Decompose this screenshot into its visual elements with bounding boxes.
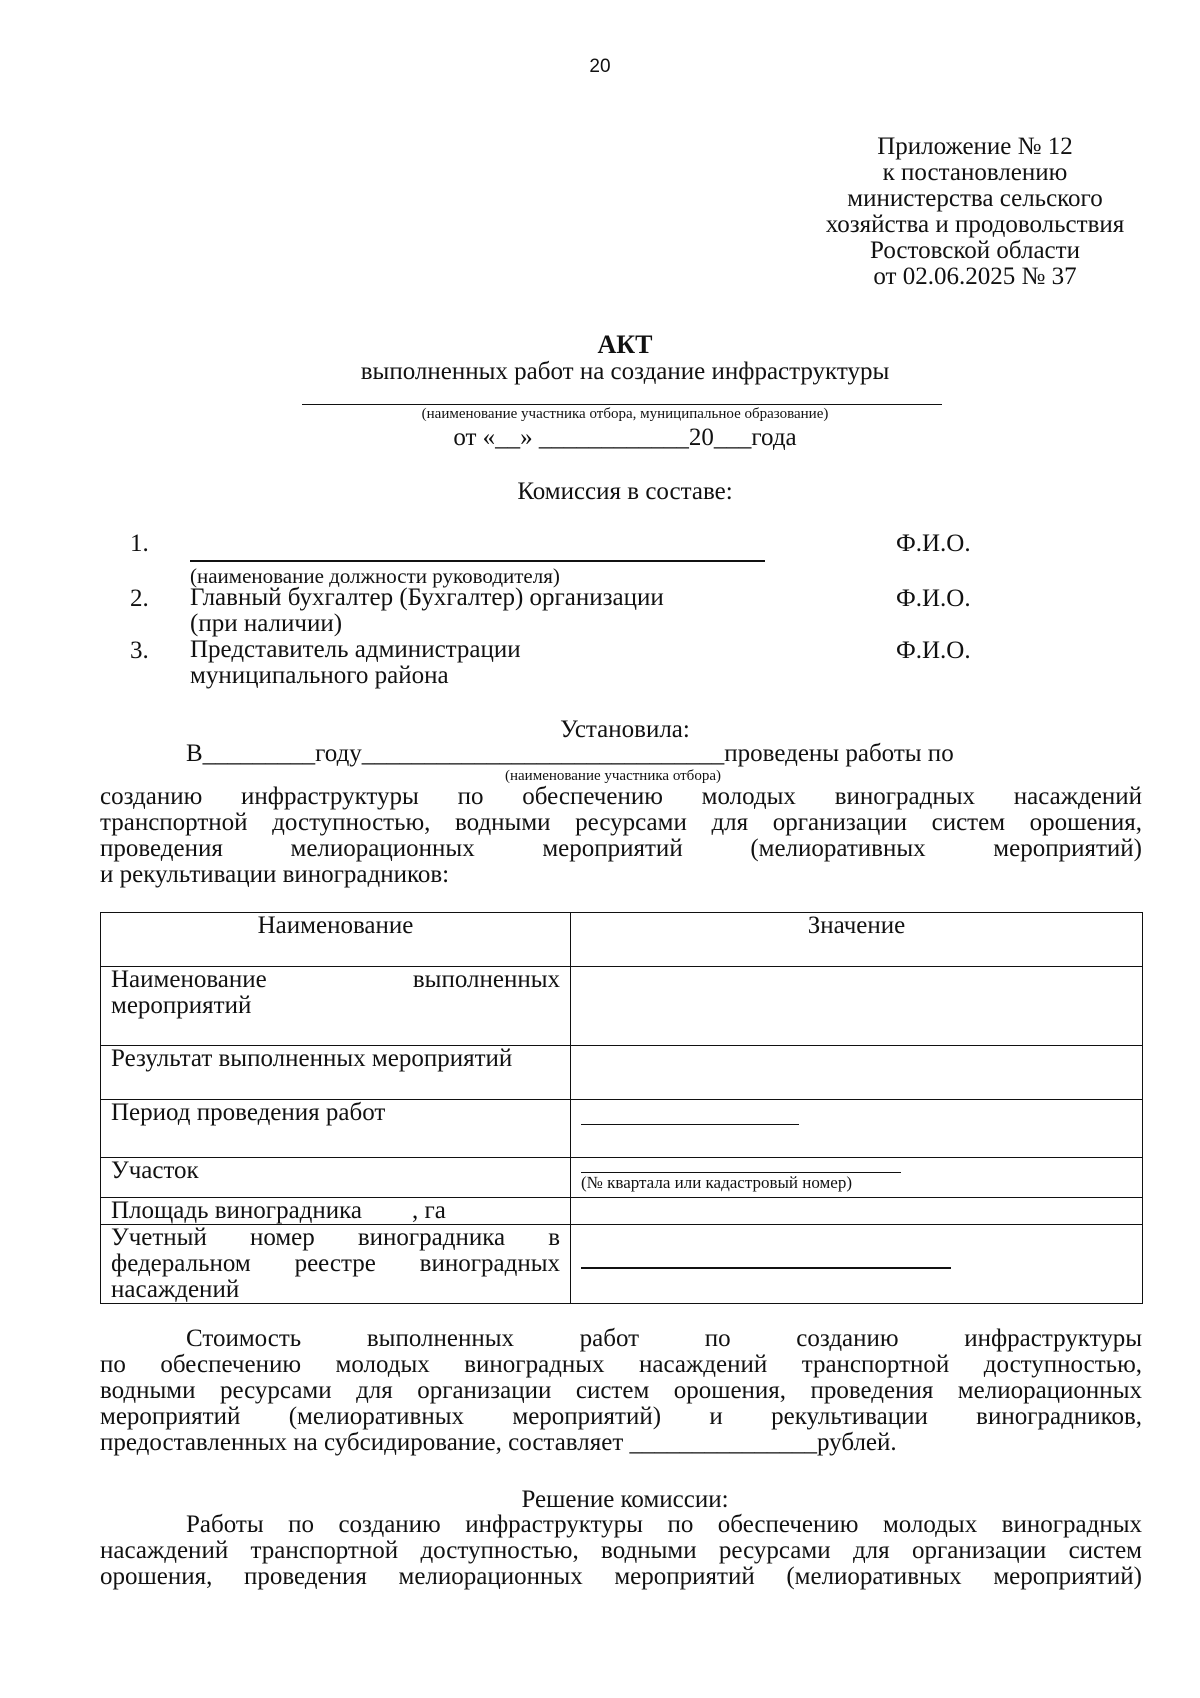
table-row bbox=[101, 967, 1143, 1046]
table-header-row bbox=[101, 913, 1143, 967]
text-line: транспортной доступностью, водными ресурсами для организации систем орошения, bbox=[100, 809, 1142, 836]
appendix-line: министерства сельского bbox=[847, 185, 1103, 212]
member-role-line: Представитель администрации bbox=[190, 636, 521, 663]
member-role bbox=[190, 637, 521, 689]
table-row bbox=[101, 1225, 1143, 1304]
participant-caption: (наименование участника отбора, муниципальное образование) bbox=[421, 406, 829, 422]
table-row bbox=[101, 1198, 1143, 1225]
established-caption: (наименование участника отбора) bbox=[505, 768, 721, 784]
text-line: орошения, проведения мелиорационных мероприятий (мелиоративных мероприятий) bbox=[100, 1563, 1142, 1590]
appendix-line: к постановлению bbox=[882, 159, 1068, 186]
registry-blank-line bbox=[581, 1225, 951, 1269]
position-caption: (наименование должности руководителя) bbox=[190, 564, 560, 588]
row-name: Площадь виноградника , га bbox=[101, 1198, 571, 1225]
text-line: и рекультивации виноградников: bbox=[100, 861, 450, 888]
row-name: Период проведения работ bbox=[101, 1100, 571, 1158]
member-role-line: муниципального района bbox=[190, 662, 449, 689]
text-line: по обеспечению молодых виноградных насаждений транспортной доступностью, bbox=[100, 1351, 1142, 1378]
established-first-line: В_________году_____________________________проведены работы по bbox=[186, 740, 954, 767]
appendix-line: от 02.06.2025 № 37 bbox=[873, 263, 1077, 290]
text-line: насаждений транспортной доступностью, водными ресурсами для организации систем bbox=[100, 1537, 1142, 1564]
text-line: проведения мелиорационных мероприятий (мелиоративных мероприятий) bbox=[100, 835, 1142, 862]
decision-heading: Решение комиссии: bbox=[521, 1486, 729, 1513]
cost-paragraph bbox=[100, 1326, 1142, 1456]
period-blank-line bbox=[581, 1100, 799, 1125]
member-role-line: Главный бухгалтер (Бухгалтер) организации bbox=[190, 584, 664, 611]
member-number: 3. bbox=[130, 637, 149, 664]
plot-blank-line bbox=[581, 1158, 901, 1173]
established-text bbox=[100, 784, 1142, 888]
row-name: Результат выполненных мероприятий bbox=[101, 1046, 571, 1100]
text-line: мероприятий (мелиоративных мероприятий) и рекультивации виноградников, bbox=[100, 1403, 1142, 1430]
plot-caption: (№ квартала или кадастровый номер) bbox=[581, 1173, 853, 1192]
member-fio: Ф.И.О. bbox=[896, 637, 971, 664]
table-row bbox=[101, 1046, 1143, 1100]
table-row bbox=[101, 1158, 1143, 1198]
appendix-line: Приложение № 12 bbox=[877, 133, 1073, 160]
member-fio: Ф.И.О. bbox=[896, 530, 971, 557]
row-value bbox=[571, 967, 1143, 1046]
act-date-line: от «__» ____________20___года bbox=[453, 424, 797, 451]
works-table bbox=[100, 912, 1143, 1304]
row-name: Наименование выполненных мероприятий bbox=[101, 967, 571, 1046]
row-name: Учетный номер виноградника в федеральном реестре виноградных насаждений bbox=[101, 1225, 571, 1304]
row-name: Участок bbox=[101, 1158, 571, 1198]
row-value bbox=[571, 1158, 1143, 1198]
row-value bbox=[571, 1225, 1143, 1304]
table-header: Наименование bbox=[101, 913, 571, 967]
decision-paragraph bbox=[100, 1512, 1142, 1590]
table-row bbox=[101, 1100, 1143, 1158]
commission-heading: Комиссия в составе: bbox=[517, 478, 733, 505]
text-line: предоставленных на субсидирование, составляет _______________рублей. bbox=[100, 1429, 897, 1456]
member-number: 2. bbox=[130, 585, 149, 612]
text-line: Стоимость выполненных работ по созданию инфраструктуры bbox=[186, 1325, 1142, 1352]
text-line: Работы по созданию инфраструктуры по обеспечению молодых виноградных bbox=[186, 1511, 1142, 1538]
act-subtitle: выполненных работ на создание инфраструктуры bbox=[360, 358, 890, 385]
member-role bbox=[190, 585, 664, 637]
position-underline bbox=[190, 560, 765, 562]
member-role-line: (при наличии) bbox=[190, 610, 343, 637]
text-line: водными ресурсами для организации систем орошения, проведения мелиорационных bbox=[100, 1377, 1142, 1404]
appendix-line: Ростовской области bbox=[870, 237, 1080, 264]
member-fio: Ф.И.О. bbox=[896, 585, 971, 612]
appendix-block bbox=[730, 134, 1200, 290]
page-number: 20 bbox=[589, 56, 611, 77]
appendix-line: хозяйства и продовольствия bbox=[825, 211, 1125, 238]
established-heading: Установила: bbox=[560, 716, 690, 743]
participant-underline bbox=[302, 404, 942, 405]
row-value bbox=[571, 1046, 1143, 1100]
row-value bbox=[571, 1198, 1143, 1225]
row-value bbox=[571, 1100, 1143, 1158]
act-title: АКТ bbox=[597, 330, 653, 359]
text-line: созданию инфраструктуры по обеспечению молодых виноградных насаждений bbox=[100, 783, 1142, 810]
table-header: Значение bbox=[571, 913, 1143, 967]
member-number: 1. bbox=[130, 530, 149, 557]
